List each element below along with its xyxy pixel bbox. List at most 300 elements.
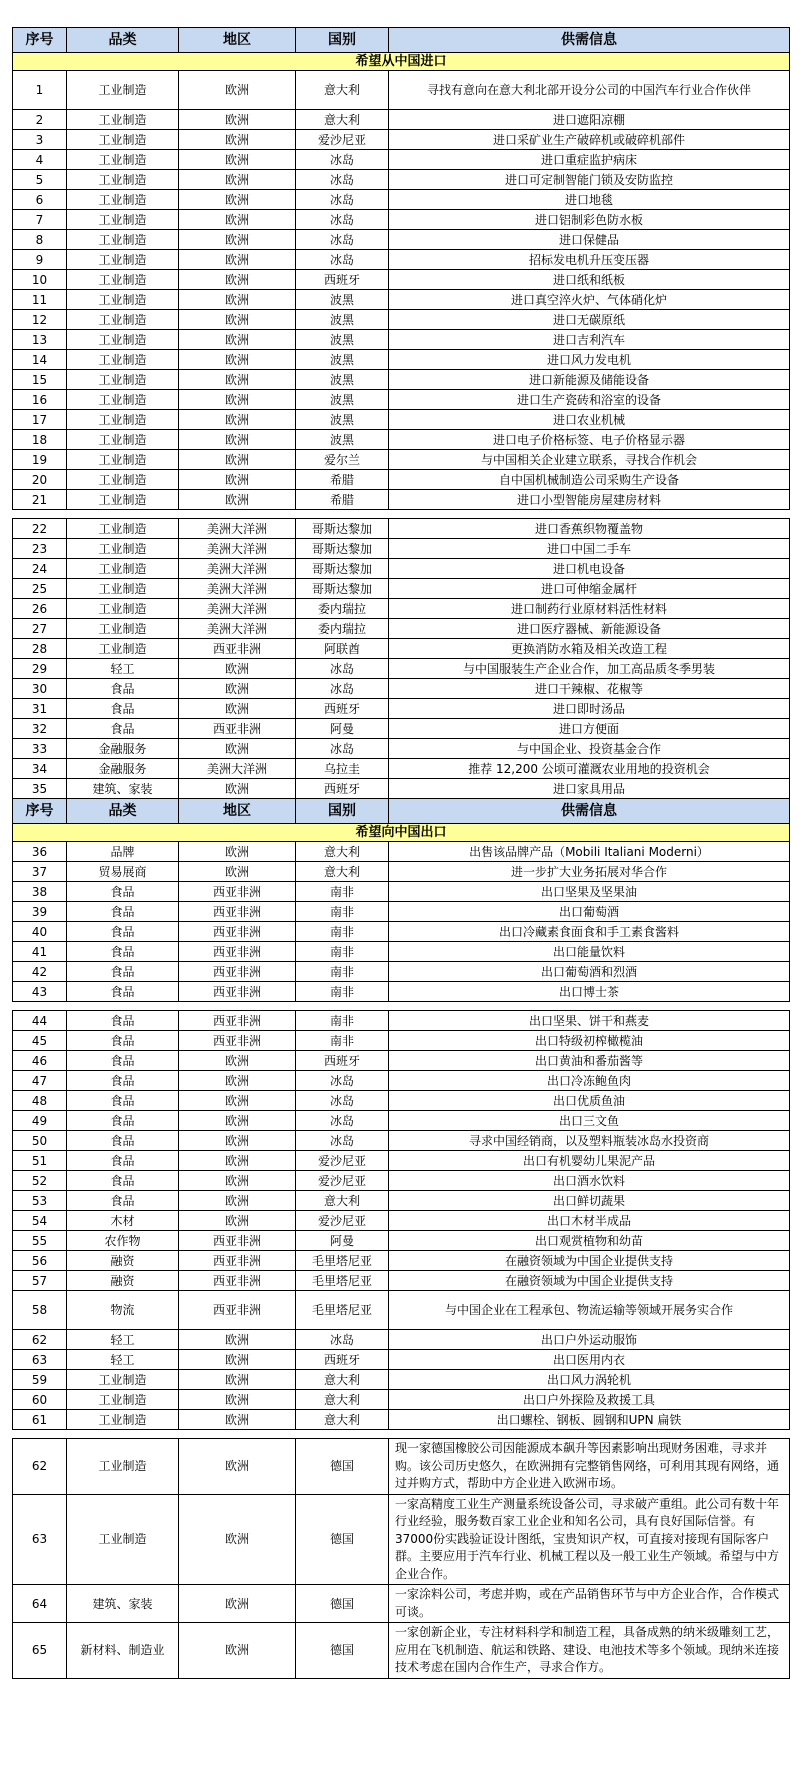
table-row — [13, 1330, 790, 1350]
table-row — [13, 579, 790, 599]
row-info: 更换消防水箱及相关改造工程 — [389, 639, 790, 659]
row-country: 波黑 — [296, 330, 389, 350]
table-row — [13, 1131, 790, 1151]
header-region: 地区 — [179, 28, 296, 53]
row-category: 品牌 — [67, 842, 179, 862]
row-info: 一家高精度工业生产测量系统设备公司，寻求破产重组。此公司有数十年行业经验，服务数百家工业企业和知名公司，具有良好国际信誉。有37000份实践验证设计图纸，宝贵知识产权，可直接对接现有国际客户群。主要应用于汽车行业、机械工程以及一般工业生产领域。希望与中方企业合作。 — [389, 1494, 790, 1585]
table-row — [13, 539, 790, 559]
row-category: 食品 — [67, 982, 179, 1002]
row-region: 欧洲 — [179, 210, 296, 230]
row-number: 28 — [13, 639, 67, 659]
row-country: 南非 — [296, 1031, 389, 1051]
row-region: 欧洲 — [179, 490, 296, 510]
row-category: 工业制造 — [67, 430, 179, 450]
row-region: 西亚非洲 — [179, 1271, 296, 1291]
row-info: 出口螺栓、钢板、圆钢和UPN 扁铁 — [389, 1410, 790, 1430]
row-country: 毛里塔尼亚 — [296, 1251, 389, 1271]
row-number: 25 — [13, 579, 67, 599]
row-number: 27 — [13, 619, 67, 639]
row-category: 工业制造 — [67, 450, 179, 470]
table-row — [13, 330, 790, 350]
row-country: 波黑 — [296, 310, 389, 330]
row-number: 51 — [13, 1151, 67, 1171]
row-category: 轻工 — [67, 1330, 179, 1350]
row-number: 63 — [13, 1350, 67, 1370]
header-category: 品类 — [67, 28, 179, 53]
row-number: 42 — [13, 962, 67, 982]
row-category: 工业制造 — [67, 71, 179, 110]
row-info: 进口风力发电机 — [389, 350, 790, 370]
row-region: 欧洲 — [179, 1171, 296, 1191]
row-region: 美洲大洋洲 — [179, 539, 296, 559]
row-category: 工业制造 — [67, 410, 179, 430]
row-region: 欧洲 — [179, 1091, 296, 1111]
table-row — [13, 1231, 790, 1251]
row-number: 63 — [13, 1494, 67, 1585]
section-title: 希望从中国进口 — [13, 53, 790, 71]
row-region: 美洲大洋洲 — [179, 519, 296, 539]
row-region: 欧洲 — [179, 659, 296, 679]
row-region: 美洲大洋洲 — [179, 579, 296, 599]
row-number: 62 — [13, 1330, 67, 1350]
row-country: 波黑 — [296, 370, 389, 390]
row-category: 工业制造 — [67, 1390, 179, 1410]
row-info: 出口优质鱼油 — [389, 1091, 790, 1111]
row-country: 冰岛 — [296, 170, 389, 190]
row-category: 工业制造 — [67, 190, 179, 210]
row-category: 建筑、家装 — [67, 779, 179, 799]
table-row — [13, 882, 790, 902]
row-region: 美洲大洋洲 — [179, 759, 296, 779]
row-info: 出口坚果及坚果油 — [389, 882, 790, 902]
row-info: 进口即时汤品 — [389, 699, 790, 719]
row-number: 2 — [13, 110, 67, 130]
row-number: 52 — [13, 1171, 67, 1191]
row-number: 47 — [13, 1071, 67, 1091]
table-row — [13, 150, 790, 170]
row-region: 西亚非洲 — [179, 942, 296, 962]
row-country: 西班牙 — [296, 1350, 389, 1370]
row-country: 冰岛 — [296, 230, 389, 250]
row-region: 美洲大洋洲 — [179, 599, 296, 619]
table-row — [13, 942, 790, 962]
row-category: 融资 — [67, 1251, 179, 1271]
row-category: 食品 — [67, 882, 179, 902]
row-category: 轻工 — [67, 659, 179, 679]
row-number: 15 — [13, 370, 67, 390]
row-country: 希腊 — [296, 490, 389, 510]
row-number: 53 — [13, 1191, 67, 1211]
table-row — [13, 599, 790, 619]
row-category: 工业制造 — [67, 310, 179, 330]
row-info: 一家创新企业，专注材料科学和制造工程，具备成熟的纳米级雕刻工艺，应用在飞机制造、航运和铁路、建设、电池技术等多个领域。现纳米连接技术考虑在国内合作生产，寻求合作方。 — [389, 1623, 790, 1679]
row-category: 融资 — [67, 1271, 179, 1291]
row-info: 进口吉利汽车 — [389, 330, 790, 350]
row-country: 德国 — [296, 1623, 389, 1679]
row-region: 欧洲 — [179, 290, 296, 310]
row-info: 出口户外探险及救援工具 — [389, 1390, 790, 1410]
row-number: 59 — [13, 1370, 67, 1390]
row-region: 欧洲 — [179, 1623, 296, 1679]
row-region: 欧洲 — [179, 470, 296, 490]
row-category: 工业制造 — [67, 1494, 179, 1585]
row-info: 出口三文鱼 — [389, 1111, 790, 1131]
row-number: 10 — [13, 270, 67, 290]
row-country: 南非 — [296, 962, 389, 982]
table-row — [13, 519, 790, 539]
row-number: 12 — [13, 310, 67, 330]
table-row — [13, 430, 790, 450]
table-row — [13, 130, 790, 150]
row-category: 工业制造 — [67, 250, 179, 270]
row-number: 31 — [13, 699, 67, 719]
row-category: 食品 — [67, 902, 179, 922]
row-region: 欧洲 — [179, 862, 296, 882]
row-region: 欧洲 — [179, 1191, 296, 1211]
row-info: 进口地毯 — [389, 190, 790, 210]
row-category: 农作物 — [67, 1231, 179, 1251]
row-info: 与中国企业、投资基金合作 — [389, 739, 790, 759]
row-region: 美洲大洋洲 — [179, 559, 296, 579]
row-info: 出口酒水饮料 — [389, 1171, 790, 1191]
row-country: 意大利 — [296, 71, 389, 110]
row-region: 欧洲 — [179, 1370, 296, 1390]
supply-demand-document — [12, 27, 789, 1679]
header-row — [13, 799, 790, 824]
row-info: 出口冷冻鲍鱼肉 — [389, 1071, 790, 1091]
row-country: 波黑 — [296, 390, 389, 410]
row-number: 44 — [13, 1011, 67, 1031]
row-country: 南非 — [296, 902, 389, 922]
table-row — [13, 922, 790, 942]
row-country: 阿联酋 — [296, 639, 389, 659]
row-number: 48 — [13, 1091, 67, 1111]
row-country: 哥斯达黎加 — [296, 579, 389, 599]
row-info: 进口干辣椒、花椒等 — [389, 679, 790, 699]
table-row — [13, 699, 790, 719]
table-row — [13, 1494, 790, 1585]
row-category: 食品 — [67, 1011, 179, 1031]
row-category: 工业制造 — [67, 230, 179, 250]
row-number: 60 — [13, 1390, 67, 1410]
row-category: 工业制造 — [67, 1410, 179, 1430]
table-row — [13, 230, 790, 250]
row-info: 出口木材半成品 — [389, 1211, 790, 1231]
row-number: 56 — [13, 1251, 67, 1271]
row-info: 进口机电设备 — [389, 559, 790, 579]
row-country: 波黑 — [296, 410, 389, 430]
row-region: 西亚非洲 — [179, 882, 296, 902]
row-country: 阿曼 — [296, 1231, 389, 1251]
row-category: 食品 — [67, 1091, 179, 1111]
row-category: 工业制造 — [67, 170, 179, 190]
row-number: 61 — [13, 1410, 67, 1430]
table-row — [13, 1071, 790, 1091]
row-region: 欧洲 — [179, 1494, 296, 1585]
row-info: 进口新能源及储能设备 — [389, 370, 790, 390]
row-category: 工业制造 — [67, 130, 179, 150]
row-region: 西亚非洲 — [179, 1291, 296, 1330]
row-category: 工业制造 — [67, 350, 179, 370]
row-country: 南非 — [296, 922, 389, 942]
row-country: 希腊 — [296, 470, 389, 490]
row-country: 阿曼 — [296, 719, 389, 739]
section-import — [13, 53, 790, 71]
row-info: 出口博士茶 — [389, 982, 790, 1002]
row-region: 西亚非洲 — [179, 922, 296, 942]
row-region: 欧洲 — [179, 71, 296, 110]
row-number: 33 — [13, 739, 67, 759]
row-info: 进口无碳原纸 — [389, 310, 790, 330]
row-number: 41 — [13, 942, 67, 962]
row-info: 出口葡萄酒 — [389, 902, 790, 922]
row-category: 食品 — [67, 1071, 179, 1091]
row-country: 南非 — [296, 1011, 389, 1031]
supply-demand-table — [12, 27, 790, 1679]
table-row — [13, 1091, 790, 1111]
row-region: 欧洲 — [179, 1211, 296, 1231]
header-no: 序号 — [13, 799, 67, 824]
row-country: 冰岛 — [296, 1091, 389, 1111]
row-number: 13 — [13, 330, 67, 350]
row-info: 进口可定制智能门锁及安防监控 — [389, 170, 790, 190]
table-row — [13, 1271, 790, 1291]
row-info: 与中国相关企业建立联系，寻找合作机会 — [389, 450, 790, 470]
row-number: 29 — [13, 659, 67, 679]
row-info: 进口中国二手车 — [389, 539, 790, 559]
row-number: 4 — [13, 150, 67, 170]
row-info: 进口医疗器械、新能源设备 — [389, 619, 790, 639]
row-info: 推荐 12,200 公顷可灌溉农业用地的投资机会 — [389, 759, 790, 779]
row-region: 欧洲 — [179, 330, 296, 350]
row-info: 进口小型智能房屋建房材料 — [389, 490, 790, 510]
row-region: 欧洲 — [179, 1585, 296, 1623]
row-number: 38 — [13, 882, 67, 902]
row-info: 进口铝制彩色防水板 — [389, 210, 790, 230]
row-country: 西班牙 — [296, 1051, 389, 1071]
row-info: 进口重症监护病床 — [389, 150, 790, 170]
row-number: 34 — [13, 759, 67, 779]
table-row — [13, 739, 790, 759]
row-info: 进口家具用品 — [389, 779, 790, 799]
row-country: 毛里塔尼亚 — [296, 1271, 389, 1291]
table-row — [13, 170, 790, 190]
row-info: 出口坚果、饼干和燕麦 — [389, 1011, 790, 1031]
table-body — [13, 28, 790, 1679]
row-country: 冰岛 — [296, 150, 389, 170]
row-country: 意大利 — [296, 110, 389, 130]
row-info: 现一家德国橡胶公司因能源成本飙升等因素影响出现财务困难，寻求并购。该公司历史悠久，在欧洲拥有完整销售网络，可利用其现有网络，通过并购方式，帮助中方企业进入欧洲市场。 — [389, 1439, 790, 1495]
table-row — [13, 962, 790, 982]
table-row — [13, 1439, 790, 1495]
row-country: 南非 — [296, 982, 389, 1002]
row-region: 美洲大洋洲 — [179, 619, 296, 639]
row-region: 欧洲 — [179, 779, 296, 799]
row-number: 8 — [13, 230, 67, 250]
row-category: 食品 — [67, 922, 179, 942]
row-country: 爱沙尼亚 — [296, 1171, 389, 1191]
row-info: 进口采矿业生产破碎机或破碎机部件 — [389, 130, 790, 150]
row-info: 进口制药行业原材料活性材料 — [389, 599, 790, 619]
row-country: 冰岛 — [296, 739, 389, 759]
section-title: 希望向中国出口 — [13, 824, 790, 842]
row-country: 冰岛 — [296, 1071, 389, 1091]
row-country: 西班牙 — [296, 779, 389, 799]
row-category: 工业制造 — [67, 599, 179, 619]
row-country: 哥斯达黎加 — [296, 559, 389, 579]
table-row — [13, 1211, 790, 1231]
row-info: 出口户外运动服饰 — [389, 1330, 790, 1350]
table-row — [13, 210, 790, 230]
row-number: 21 — [13, 490, 67, 510]
table-row — [13, 1370, 790, 1390]
table-row — [13, 862, 790, 882]
table-row — [13, 1011, 790, 1031]
row-info: 进口方便面 — [389, 719, 790, 739]
table-row — [13, 490, 790, 510]
header-category: 品类 — [67, 799, 179, 824]
row-number: 17 — [13, 410, 67, 430]
row-category: 食品 — [67, 1111, 179, 1131]
row-region: 西亚非洲 — [179, 1011, 296, 1031]
header-country: 国别 — [296, 28, 389, 53]
table-row — [13, 659, 790, 679]
row-category: 工业制造 — [67, 559, 179, 579]
row-category: 食品 — [67, 1151, 179, 1171]
row-region: 欧洲 — [179, 190, 296, 210]
row-number: 35 — [13, 779, 67, 799]
row-region: 欧洲 — [179, 450, 296, 470]
table-row — [13, 310, 790, 330]
row-region: 西亚非洲 — [179, 962, 296, 982]
row-number: 3 — [13, 130, 67, 150]
row-category: 金融服务 — [67, 759, 179, 779]
row-number: 37 — [13, 862, 67, 882]
row-info: 出口有机婴幼儿果泥产品 — [389, 1151, 790, 1171]
row-category: 工业制造 — [67, 579, 179, 599]
row-category: 金融服务 — [67, 739, 179, 759]
row-country: 意大利 — [296, 1390, 389, 1410]
row-category: 食品 — [67, 1031, 179, 1051]
table-row — [13, 639, 790, 659]
row-country: 爱沙尼亚 — [296, 1211, 389, 1231]
row-country: 冰岛 — [296, 1330, 389, 1350]
row-region: 欧洲 — [179, 1439, 296, 1495]
row-number: 57 — [13, 1271, 67, 1291]
table-row — [13, 982, 790, 1002]
row-country: 德国 — [296, 1585, 389, 1623]
row-category: 工业制造 — [67, 370, 179, 390]
section-export — [13, 824, 790, 842]
table-row — [13, 1251, 790, 1271]
row-country: 哥斯达黎加 — [296, 539, 389, 559]
row-country: 德国 — [296, 1439, 389, 1495]
row-country: 意大利 — [296, 842, 389, 862]
row-region: 欧洲 — [179, 1350, 296, 1370]
row-category: 工业制造 — [67, 210, 179, 230]
row-region: 欧洲 — [179, 370, 296, 390]
row-number: 58 — [13, 1291, 67, 1330]
row-number: 7 — [13, 210, 67, 230]
table-row — [13, 1051, 790, 1071]
row-number: 39 — [13, 902, 67, 922]
table-row — [13, 370, 790, 390]
row-category: 工业制造 — [67, 470, 179, 490]
row-country: 委内瑞拉 — [296, 599, 389, 619]
row-category: 食品 — [67, 1051, 179, 1071]
row-number: 62 — [13, 1439, 67, 1495]
header-info: 供需信息 — [389, 799, 790, 824]
row-info: 出口医用内衣 — [389, 1350, 790, 1370]
row-category: 食品 — [67, 1131, 179, 1151]
row-country: 冰岛 — [296, 1111, 389, 1131]
row-category: 贸易展商 — [67, 862, 179, 882]
row-region: 欧洲 — [179, 130, 296, 150]
table-row — [13, 902, 790, 922]
table-row — [13, 759, 790, 779]
row-number: 5 — [13, 170, 67, 190]
row-number: 32 — [13, 719, 67, 739]
row-region: 西亚非洲 — [179, 982, 296, 1002]
table-row — [13, 290, 790, 310]
row-number: 9 — [13, 250, 67, 270]
row-info: 进口真空淬火炉、气体硝化炉 — [389, 290, 790, 310]
row-category: 工业制造 — [67, 290, 179, 310]
row-region: 欧洲 — [179, 1071, 296, 1091]
row-country: 爱沙尼亚 — [296, 1151, 389, 1171]
row-category: 建筑、家装 — [67, 1585, 179, 1623]
table-row — [13, 1410, 790, 1430]
row-category: 食品 — [67, 1171, 179, 1191]
row-number: 20 — [13, 470, 67, 490]
row-category: 工业制造 — [67, 390, 179, 410]
row-category: 轻工 — [67, 1350, 179, 1370]
row-region: 欧洲 — [179, 1151, 296, 1171]
row-region: 欧洲 — [179, 150, 296, 170]
row-region: 欧洲 — [179, 250, 296, 270]
row-country: 冰岛 — [296, 210, 389, 230]
row-country: 南非 — [296, 942, 389, 962]
row-region: 欧洲 — [179, 230, 296, 250]
page-break-gap — [13, 1002, 790, 1011]
row-region: 欧洲 — [179, 1131, 296, 1151]
table-row — [13, 1171, 790, 1191]
row-info: 出售该品牌产品（Mobili Italiani Moderni） — [389, 842, 790, 862]
row-info: 进口遮阳凉棚 — [389, 110, 790, 130]
row-number: 50 — [13, 1131, 67, 1151]
row-number: 64 — [13, 1585, 67, 1623]
row-number: 45 — [13, 1031, 67, 1051]
row-region: 欧洲 — [179, 270, 296, 290]
row-region: 西亚非洲 — [179, 1231, 296, 1251]
row-region: 欧洲 — [179, 739, 296, 759]
table-row — [13, 1191, 790, 1211]
row-info: 自中国机械制造公司采购生产设备 — [389, 470, 790, 490]
row-number: 14 — [13, 350, 67, 370]
row-info: 出口冷藏素食面食和手工素食酱料 — [389, 922, 790, 942]
row-country: 西班牙 — [296, 270, 389, 290]
row-category: 新材料、制造业 — [67, 1623, 179, 1679]
table-row — [13, 71, 790, 110]
row-category: 工业制造 — [67, 1370, 179, 1390]
row-region: 欧洲 — [179, 842, 296, 862]
row-info: 进口保健品 — [389, 230, 790, 250]
table-row — [13, 1111, 790, 1131]
row-info: 在融资领域为中国企业提供支持 — [389, 1251, 790, 1271]
header-no: 序号 — [13, 28, 67, 53]
row-country: 波黑 — [296, 430, 389, 450]
row-category: 工业制造 — [67, 150, 179, 170]
